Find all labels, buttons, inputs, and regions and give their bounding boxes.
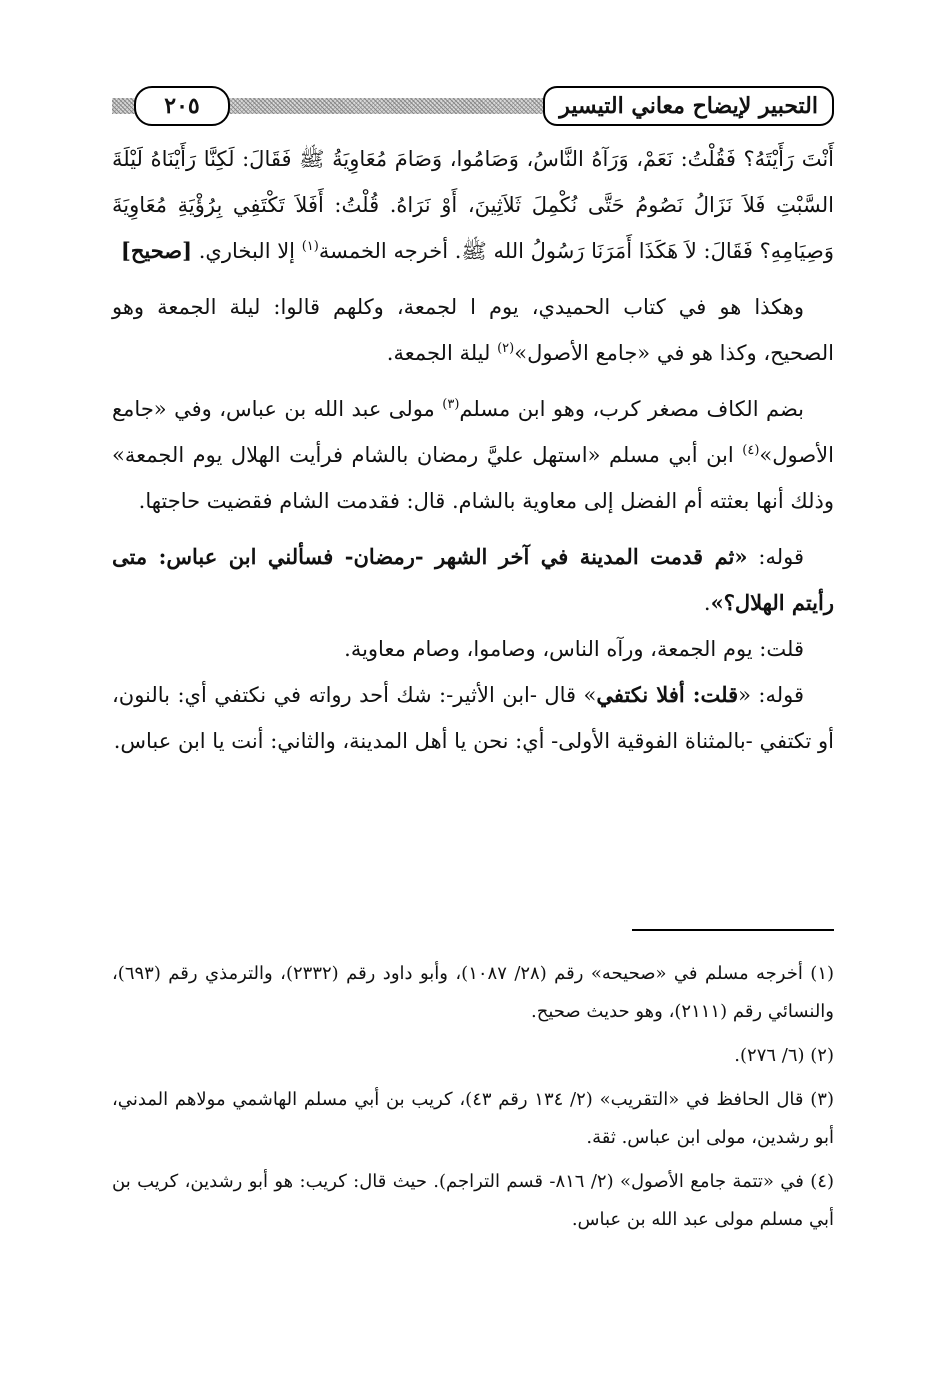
page-number: ٢٠٥: [134, 86, 230, 126]
footnote-1: (١) أخرجه مسلم في «صحيحه» رقم (٢٨/ ١٠٨٧)، وأبو داود رقم (٢٣٣٢)، والترمذي رقم (٦٩٣)، والنسائي رقم (٢١١١)، وهو حديث صحيح.: [112, 963, 835, 1022]
commentary-paragraph-3: [112, 534, 834, 626]
commentary-paragraph-2: [112, 386, 834, 524]
book-title: التحبير لإيضاح معاني التيسير: [543, 86, 834, 126]
hadith-paragraph: [112, 136, 834, 274]
commentary-paragraph-1: [112, 284, 834, 376]
footnote-separator: [632, 929, 834, 931]
hadith-text-end: إلا البخاري.: [192, 239, 302, 263]
footnote-ref-4: (٤): [742, 443, 760, 458]
commentary-text-end: ليلة الجمعة.: [386, 341, 498, 365]
footnote-3: (٣) قال الحافظ في «التقريب» (٢/ ١٣٤ رقم ٤٣)، كريب بن أبي مسلم الهاشمي مولاهم المدني، أبو رشدين، مولى ابن عباس. ثقة.: [112, 1089, 834, 1148]
quote-lead: قوله: «: [738, 683, 804, 707]
commentary-paragraph-5: [112, 672, 834, 764]
quote-lead: قوله:: [747, 545, 805, 569]
commentary-paragraph-4: قلت: يوم الجمعة، ورآه الناس، وصاموا، وصام معاوية.: [344, 637, 804, 661]
main-text: [112, 136, 834, 764]
footnote-2: (٢) (٦/ ٢٧٦).: [734, 1045, 834, 1066]
commentary-text: » قال -ابن الأثير-: شك أحد رواته في نكتفي أي: بالنون، أو تكتفي -بالمثناة الفوقية الأولى- أي: نحن يا أهل المدينة، والثاني: أنت يا ابن عباس.: [112, 683, 834, 753]
commentary-text: مولى عبد الله بن عباس، وفي «جامع الأصول»: [112, 397, 834, 467]
footnotes: [112, 955, 834, 1245]
hadith-text: أَنْتَ رَأَيْتَهُ؟ فَقُلْتُ: نَعَمْ، وَرَآهُ النَّاسُ، وَصَامُوا، وَصَامَ مُعَاوِيَةُ ﷺ فَقَالَ: لَكِنَّا رَأَيْنَاهُ لَيْلَةَ السَّبْتِ فَلاَ نَزَالُ نَصُومُ حَتَّى نُكْمِلَ ثَلاَثِينَ، أَوْ نَرَاهُ. قُلْتُ: أَفَلاَ تَكْتَفِي بِرُؤْيَةِ مُعَاوِيَةَ وَصِيَامِهِ؟ فَقَالَ: لاَ هَكَذَا أَمَرَنَا رَسُولُ الله ﷺ. أخرجه الخمسة: [112, 147, 834, 263]
quote-end: .: [703, 591, 711, 615]
quoted-text: قلت: أفلا نكتفي: [596, 682, 739, 707]
footnote-ref-2: (٢): [497, 341, 515, 356]
running-header: [112, 84, 834, 128]
hadith-grade: [صحيح]: [120, 238, 193, 263]
footnote-ref-3: (٣): [442, 397, 460, 412]
commentary-text: بضم الكاف مصغر كرب، وهو ابن مسلم: [459, 397, 804, 421]
footnote-ref-1: (١): [301, 239, 319, 254]
commentary-text: وهكذا هو في كتاب الحميدي، يوم ا لجمعة، وكلهم قالوا: ليلة الجمعة وهو الصحيح، وكذا هو في «جامع الأصول»: [112, 295, 834, 365]
quoted-text: «ثم قدمت المدينة في آخر الشهر -رمضان- فسألني ابن عباس: متى رأيتم الهلال؟»: [112, 544, 834, 615]
commentary-text: ابن أبي مسلم «استهل عليَّ رمضان بالشام فرأيت الهلال يوم الجمعة» وذلك أنها بعثته أم الفضل إلى معاوية بالشام. قال: فقدمت الشام فقضيت حاجتها.: [112, 443, 834, 513]
footnote-4: (٤) في «تتمة جامع الأصول» (٢/ ٨١٦- قسم التراجم). حيث قال: كريب: هو أبو رشدين، كريب بن أبي مسلم مولى عبد الله بن عباس.: [112, 1171, 834, 1230]
